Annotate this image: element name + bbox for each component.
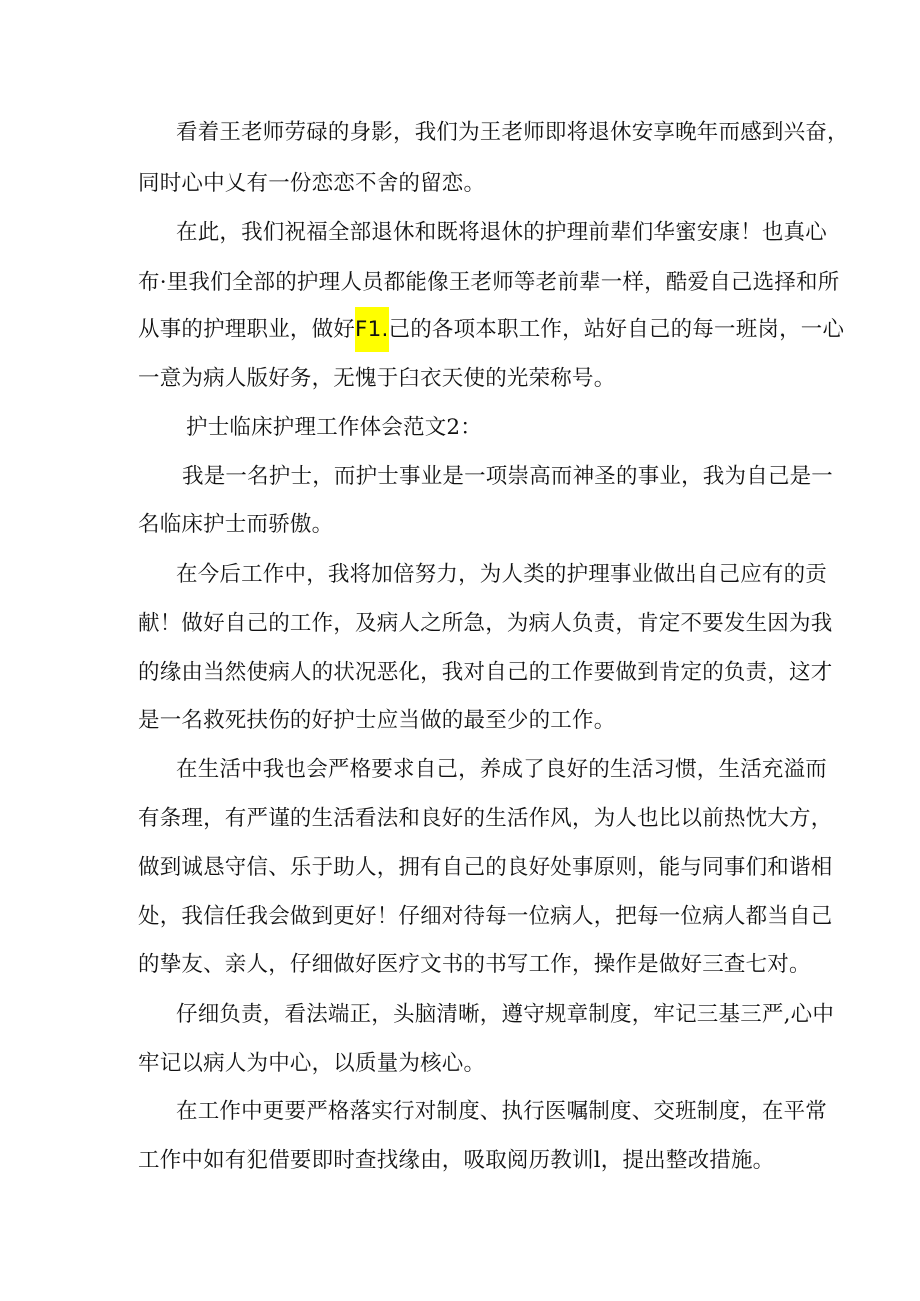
paragraph-2-line-4: 一意为病人版好务，无愧于臼衣天使的光荣称号。: [138, 366, 616, 391]
paragraph-6-line-2: 牢记以病人为中心，以质量为核心。: [138, 1051, 486, 1076]
paragraph-5-line-3: 做到诚恳守信、乐于助人，拥有自己的良好处事原则，能与同事们和谐相: [138, 855, 833, 880]
paragraph-1-line-1: 看着王老师劳碌的身影，我们为王老师即将退休安享晚年而感到兴奋，: [176, 120, 849, 145]
paragraph-2-line-3-before: 从事的护理职业，做好: [138, 317, 356, 342]
paragraph-4-line-2: 献！做好自己的工作，及病人之所急，为病人负责，肯定不要发生因为我: [138, 611, 833, 636]
paragraph-3-line-1: 我是一名护士，而护士事业是一项崇高而神圣的事业，我为自己是一: [182, 464, 834, 489]
paragraph-6-line-1: 仔细负责，看法端正，头脑清晰，遵守规章制度，牢记三基三严,心中: [176, 1002, 835, 1027]
paragraph-5-line-4: 处，我信任我会做到更好！仔细对待每一位病人，把每一位病人都当自己: [138, 904, 833, 929]
paragraph-2-line-2: 布·里我们全部的护理人员都能像王老师等老前辈一样，酷爱自己选择和所: [138, 270, 840, 295]
paragraph-4-line-3: 的缘由当然使病人的状况恶化，我对自己的工作要做到肯定的负责，这才: [138, 660, 833, 685]
paragraph-1-line-2: 同时心中乂有一份恋恋不舍的留恋。: [138, 171, 486, 196]
paragraph-4-line-1: 在今后工作中，我将加倍努力，为人类的护理事业做出自己应有的贡: [176, 562, 828, 587]
paragraph-5-line-2: 有条理，有严谨的生活看法和良好的生活作风，为人也比以前热忱大方，: [138, 806, 833, 831]
section-heading: 护士临床护理工作体会范文2：: [186, 415, 482, 440]
paragraph-2-line-3: [138, 315, 845, 345]
paragraph-2-line-1: 在此，我们祝福全部退休和既将退休的护理前辈们华蜜安康！也真心: [176, 220, 828, 245]
paragraph-4-line-4: 是一名救死扶伤的好护士应当做的最至少的工作。: [138, 708, 616, 733]
paragraph-7-line-1: 在工作中更要严格落实行对制度、执行医嘱制度、交班制度，在平常: [176, 1099, 828, 1124]
paragraph-2-line-3-after: 己的各项本职工作，站好自己的每一班岗，一心: [388, 317, 845, 342]
paragraph-3-line-2: 名临床护士而骄傲。: [138, 512, 334, 537]
paragraph-5-line-5: 的挚友、亲人，仔细做好医疗文书的书写工作，操作是做好三查七对。: [138, 952, 811, 977]
paragraph-5-line-1: 在生活中我也会严格要求自己，养成了良好的生活习惯，生活充溢而: [176, 757, 828, 782]
highlighted-text: F1.: [355, 307, 388, 352]
paragraph-7-line-2: 工作中如有犯借要即时查找缘由，吸取阅历教训l，提出整改措施。: [138, 1148, 775, 1173]
